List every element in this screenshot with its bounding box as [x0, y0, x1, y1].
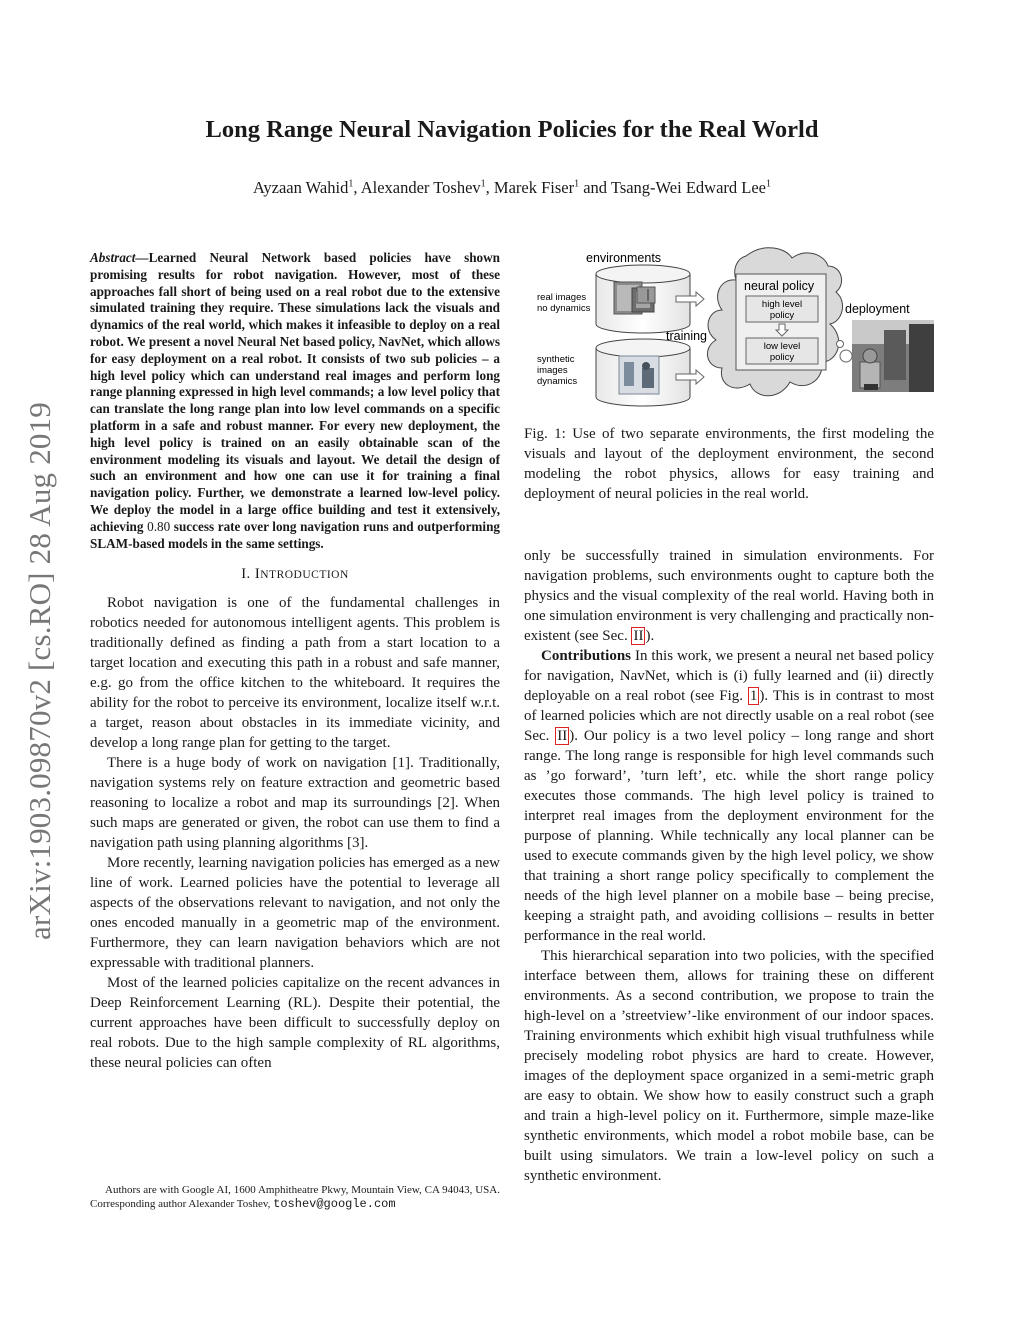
author-name: Tsang-Wei Edward Lee: [610, 178, 767, 197]
synthetic-label: synthetic: [537, 354, 575, 365]
section-numeral: I.: [241, 566, 255, 583]
paragraph: Robot navigation is one of the fundamental challenges in robotics needed for autonomous intelligent agents. This problem is traditionally defined as finding a path from a start location to a target location and executing this path in a robust and safe manner, e.g. go from the office kitchen to the whiteboard. It requires the ability for the robot to perceive its environment, localize itself w.r.t. a target, reason about obstacles in its immediate vicinity, and develop a long range plan for getting to the target.: [90, 595, 500, 752]
real-images-label: real images: [537, 292, 587, 303]
training-label: training: [666, 329, 707, 343]
figure-caption-block: [524, 424, 934, 504]
abstract-text: success rate over long navigation runs and outperforming SLAM-based models in the same settings.: [90, 518, 501, 551]
author-affiliation: 1: [348, 178, 354, 190]
footnote-text: Authors are with Google AI, 1600 Amphitheatre Pkwy, Mountain View, CA 94043, USA. Corresponding author Alexander Toshev,: [90, 1184, 500, 1210]
paragraph: Most of the learned policies capitalize on the recent advances in Deep Reinforcement Learning (RL). Despite their potential, the current approaches have been difficult to successfully deploy on real robots. Due to the high sample complexity of RL algorithms, these neural policies can often: [90, 975, 500, 1072]
paragraph-text: ). This is in contrast to most of learned policies which are not directly usable on a real robot (see Sec.: [524, 688, 935, 744]
section-smallcaps: NTRODUCTION: [260, 569, 349, 582]
dynamics-label: dynamics: [537, 376, 578, 387]
author-affiliation: 1: [574, 178, 580, 190]
author-list: [0, 178, 1024, 198]
author-name: Marek Fiser: [493, 178, 575, 197]
author-separator: and: [579, 178, 611, 197]
environments-label: environments: [586, 251, 662, 265]
neural-policy-label: neural policy: [744, 279, 815, 293]
low-level-label: low level: [763, 341, 801, 352]
paragraph-text: only be successfully trained in simulation environments. For navigation problems, such environments ought to capture both the physics and the visual complexity of the real world. Having both in one simulation environment is very challenging and practically non-existent (see Sec.: [524, 548, 934, 644]
paragraph: More recently, learning navigation policies has emerged as a new line of work. Learned policies have the potential to leverage all aspects of the observations relevant to navigation, and not only the ones encoded manually in a geometric map of the environment. Furthermore, they can learn navigation behaviors which are not expressable with traditional planners.: [90, 855, 500, 972]
no-dynamics-label: no dynamics: [537, 303, 591, 314]
paper-title: Long Range Neural Navigation Policies for the Real World: [205, 116, 819, 143]
section-heading: [90, 566, 500, 583]
contributions-label: Contributions: [541, 648, 632, 664]
paragraph: [524, 546, 934, 646]
abstract-label: Abstract—: [90, 250, 149, 265]
paragraph: There is a huge body of work on navigation [1]. Traditionally, navigation systems rely on feature extraction and geometric based reasoning to localize a robot and map its surroundings [2]. When such maps are generated or given, the robot can use them to find a navigation path using planning algorithms [3].: [90, 755, 500, 852]
author-affiliation: 1: [766, 178, 772, 190]
figure-diagram: [524, 244, 934, 414]
abstract-text: Learned Neural Network based policies have shown promising results for robot navigation. However, most of these approaches fall short of being used on a real robot due to the extensive simulated training they require. These simulations lack the visuals and dynamics of the real world, which makes it infeasible to deploy on a real robot. We present a novel Neural Net based policy, NavNet, which allows for easy deployment on a real robot. It consists of two sub policies – a high level policy which can understand real images and perform long range planning expressed in high level commands; a low level policy that can translate the long range plan into low level commands on a specific platform in a safe and robust manner. For every new deployment, the high level policy is trained on an easily obtainable scan of the environment modeling its visuals and layout. We detail the design of such an environment and how one can use it for training a final navigation policy. Further, we demonstrate a learned low-level policy. We deploy the model in a large office building and test it extensively, achieving: [90, 250, 500, 534]
high-policy-label: policy: [769, 310, 795, 321]
section-ref-link[interactable]: II: [557, 728, 568, 744]
figure-caption: Fig. 1: Use of two separate environments, the first modeling the visuals and layout of the deployment environment, the second modeling the robot physics, allows for easy training and deployment of neural policies in the real world.: [524, 426, 934, 502]
abstract: [90, 250, 500, 552]
arxiv-side-stamp: arXiv:1903.09870v2 [cs.RO] 28 Aug 2019: [22, 401, 57, 940]
figure-1: [524, 244, 934, 414]
author-separator: ,: [485, 178, 494, 197]
paragraph: This hierarchical separation into two policies, with the specified interface between them, allows for training these on different environments. As a second contribution, we propose to train the high-level on a ’streetview’-like environment of our indoor spaces. Training environments which exhibit high visual truthfulness while precisely modeling robot physics are hard to create. However, images of the deployment space organized in a semi-metric graph are easy to obtain. We show how to easily construct such a graph and train a high-level policy on it. Furthermore, simple maze-like synthetic environments, which model a robot mobile base, can be built using simulators. We train a low-level policy on such a synthetic environment.: [524, 948, 934, 1184]
section-ref-link[interactable]: II: [633, 628, 644, 644]
low-policy-label: policy: [769, 352, 795, 363]
author-affiliation: 1: [480, 178, 486, 190]
footnote-email[interactable]: toshev@google.com: [273, 1196, 396, 1211]
paragraph-text: ). Our policy is a two level policy – long range and short range. The long range is responsible for high level commands such as ’go forward’, ’turn left’, etc. while the short range policy executes those commands. The high level policy is trained to interpret real images from the deployment environment for the purpose of planning. While technically any local planner can be used to execute commands given by the high level policy, we show that training a short range policy specifically to complement the needs of the high level planner on a mobile base – being precise, keeping a straight path, and avoiding collisions – results in better performance in the real world.: [524, 728, 934, 944]
paragraph: [524, 646, 934, 946]
synthetic-environment-cylinder: [596, 339, 690, 406]
right-column: [524, 546, 934, 1186]
section-initial: I: [254, 566, 261, 583]
deployment-label: deployment: [845, 302, 910, 316]
high-level-label: high level: [761, 299, 803, 310]
paragraph-text: In this work, we present a neural net based policy for navigation, NavNet, which is (i) fully learned and (ii) directly deployable on a real robot (see Fig.: [524, 648, 934, 704]
figure-ref-link[interactable]: 1: [749, 688, 758, 704]
deployment-photo: [837, 320, 935, 392]
author-name: Alexander Toshev: [360, 178, 481, 197]
paragraph-text: ).: [645, 628, 655, 644]
left-column: [90, 250, 500, 1073]
author-name: Ayzaan Wahid: [252, 178, 349, 197]
images-label: images: [537, 365, 568, 376]
author-separator: ,: [353, 178, 361, 197]
abstract-number: 0.80: [147, 518, 171, 534]
footnote: [90, 1184, 500, 1211]
